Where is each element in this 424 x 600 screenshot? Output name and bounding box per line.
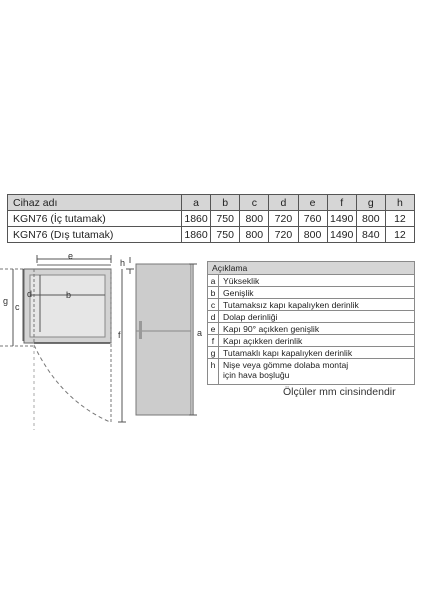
legend-row <box>208 275 415 287</box>
value-cell: 12 <box>385 227 414 243</box>
legend-text-line: Nişe veya gömme dolaba montaj <box>223 360 349 370</box>
legend-key: g <box>208 347 219 359</box>
header-cell: g <box>356 195 385 211</box>
legend-table <box>207 261 415 385</box>
legend-title: Açıklama <box>208 262 415 275</box>
legend-text-line: için hava boşluğu <box>223 370 290 380</box>
legend-row <box>208 347 415 359</box>
dim-label-e: e <box>68 251 74 261</box>
legend-key: a <box>208 275 219 287</box>
dim-label-c: c <box>15 302 20 312</box>
model-name-cell: KGN76 (Dış tutamak) <box>8 227 182 243</box>
dim-label-g: g <box>3 296 9 306</box>
value-cell: 1860 <box>182 211 211 227</box>
legend-key: h <box>208 359 219 385</box>
value-cell: 800 <box>240 211 269 227</box>
value-cell: 800 <box>356 211 385 227</box>
front-view-drawing <box>126 257 197 415</box>
header-cell: b <box>211 195 240 211</box>
legend-key: b <box>208 287 219 299</box>
legend-key: d <box>208 311 219 323</box>
header-cell: d <box>269 195 298 211</box>
legend-text: Genişlik <box>219 287 415 299</box>
legend-row <box>208 335 415 347</box>
legend-row <box>208 287 415 299</box>
legend-key: c <box>208 299 219 311</box>
dim-label-a: a <box>197 328 203 338</box>
header-cell: f <box>327 195 356 211</box>
legend-header-row <box>208 262 415 275</box>
table-row <box>8 211 415 227</box>
value-cell: 1490 <box>327 211 356 227</box>
legend-text: Tutamaksız kapı kapalıyken derinlik <box>219 299 415 311</box>
value-cell: 1860 <box>182 227 211 243</box>
model-name-cell: KGN76 (İç tutamak) <box>8 211 182 227</box>
value-cell: 12 <box>385 211 414 227</box>
value-cell: 750 <box>211 227 240 243</box>
legend-text <box>219 359 415 385</box>
legend-row <box>208 323 415 335</box>
dim-label-b: b <box>66 290 72 300</box>
table-header-row <box>8 195 415 211</box>
legend-text: Tutamaklı kapı kapalıyken derinlik <box>219 347 415 359</box>
header-cell: a <box>182 195 211 211</box>
value-cell: 800 <box>298 227 327 243</box>
value-cell: 750 <box>211 211 240 227</box>
value-cell: 840 <box>356 227 385 243</box>
legend-row <box>208 311 415 323</box>
header-cell: c <box>240 195 269 211</box>
value-cell: 720 <box>269 227 298 243</box>
value-cell: 760 <box>298 211 327 227</box>
header-cell: e <box>298 195 327 211</box>
legend-key: e <box>208 323 219 335</box>
legend-text: Yükseklik <box>219 275 415 287</box>
fridge-dimension-diagram <box>0 250 206 430</box>
value-cell: 1490 <box>327 227 356 243</box>
header-cell: Cihaz adı <box>8 195 182 211</box>
legend-row <box>208 299 415 311</box>
legend-row <box>208 359 415 385</box>
units-note: Ölçüler mm cinsindendir <box>283 386 396 398</box>
dim-label-h: h <box>120 258 126 268</box>
value-cell: 800 <box>240 227 269 243</box>
top-view-drawing <box>0 255 126 430</box>
table-row <box>8 227 415 243</box>
header-cell: h <box>385 195 414 211</box>
legend-text: Kapı 90° açıkken genişlik <box>219 323 415 335</box>
dim-label-f: f <box>118 330 121 340</box>
value-cell: 720 <box>269 211 298 227</box>
dimensions-table <box>7 194 415 243</box>
legend-text: Kapı açıkken derinlik <box>219 335 415 347</box>
dim-label-d: d <box>27 289 33 299</box>
legend-text: Dolap derinliği <box>219 311 415 323</box>
legend-key: f <box>208 335 219 347</box>
